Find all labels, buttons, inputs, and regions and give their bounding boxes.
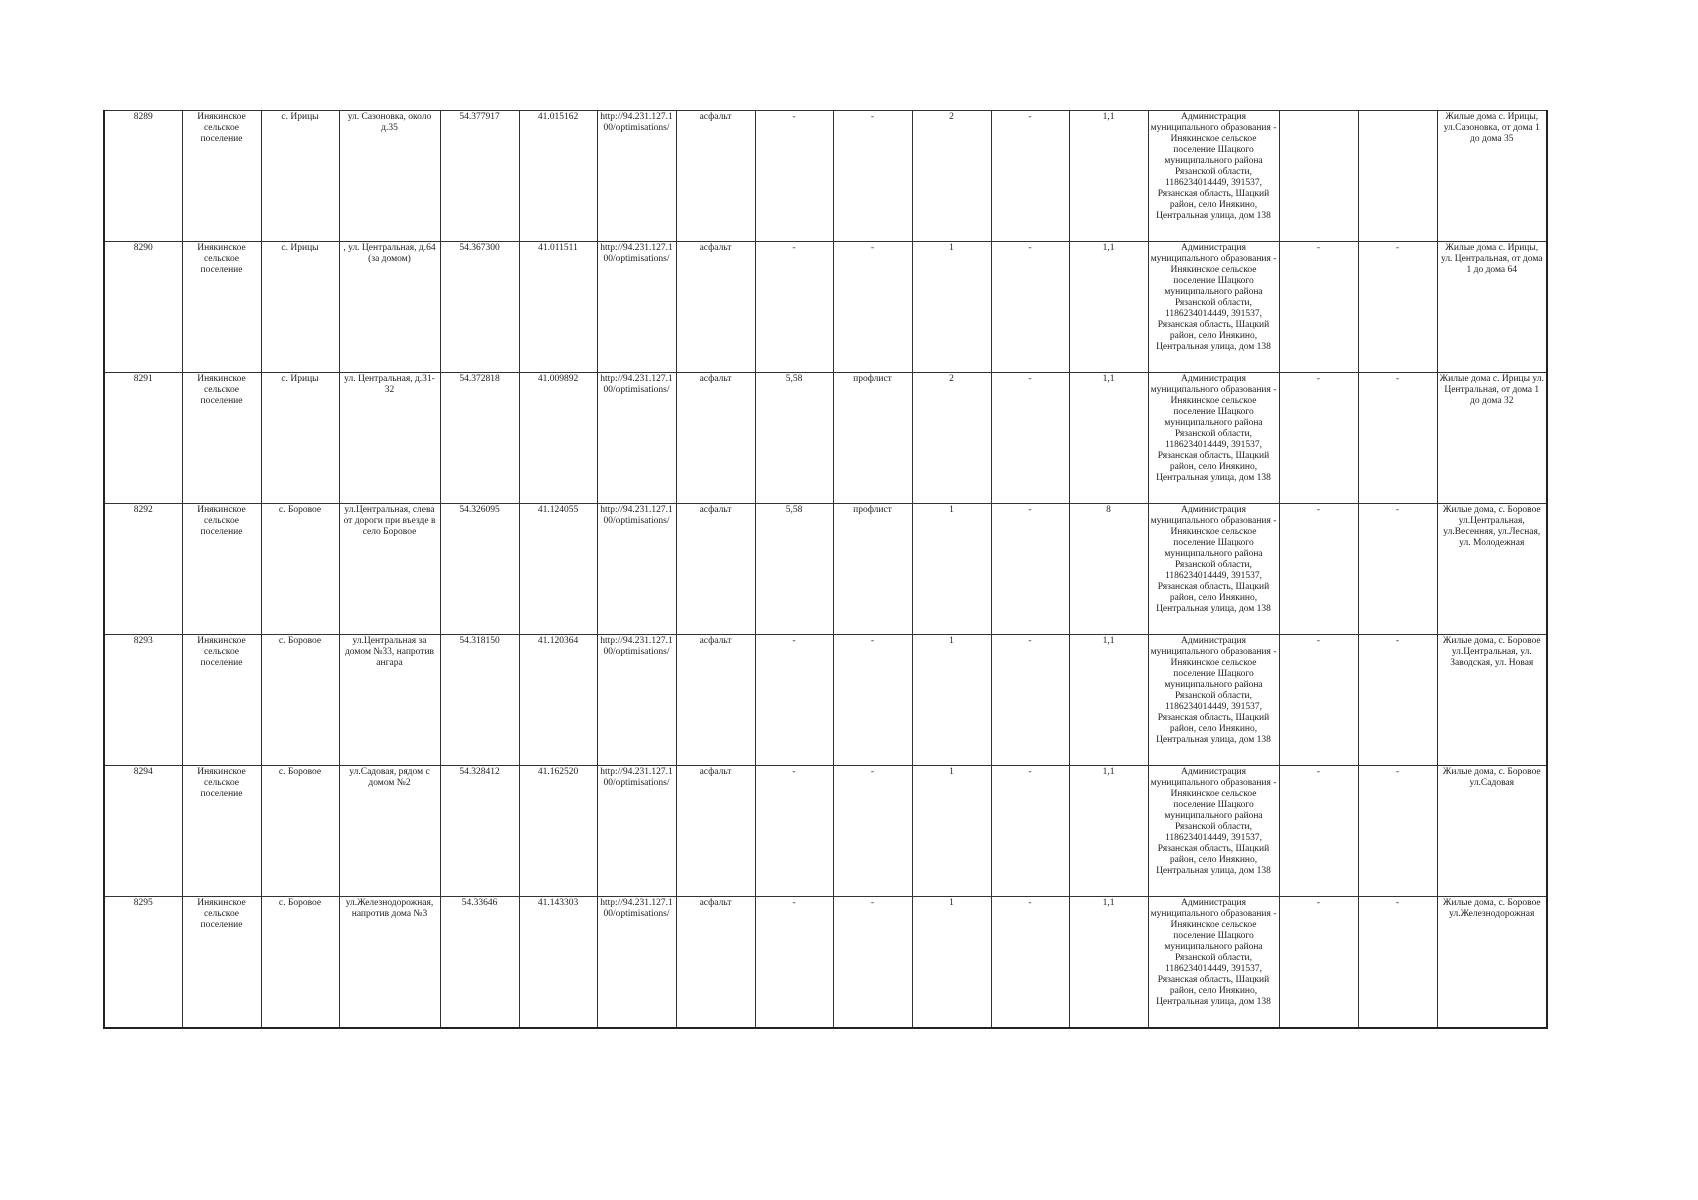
surface-type-cell: асфальт bbox=[676, 373, 755, 504]
extra-cell-2: - bbox=[1358, 766, 1437, 897]
planned-containers-cell: - bbox=[991, 635, 1069, 766]
area-cell: - bbox=[755, 635, 833, 766]
map-link-cell: http://94.231.127.100/optimisations/ bbox=[597, 242, 676, 373]
surface-type-cell: асфальт bbox=[676, 242, 755, 373]
row-number: 8291 bbox=[104, 373, 182, 504]
map-link-cell: http://94.231.127.100/optimisations/ bbox=[597, 373, 676, 504]
row-number: 8289 bbox=[104, 111, 182, 242]
waste-sources-cell: Жилые дома, с. Боровое ул.Центральная, ул.Весенняя, ул.Лесная, ул. Молодежная bbox=[1437, 504, 1547, 635]
table-row bbox=[104, 242, 1547, 373]
map-link-cell: http://94.231.127.100/optimisations/ bbox=[597, 766, 676, 897]
latitude-cell: 54.372818 bbox=[440, 373, 519, 504]
container-volume-cell: 1,1 bbox=[1069, 111, 1148, 242]
longitude-cell: 41.011511 bbox=[519, 242, 597, 373]
container-count-cell: 1 bbox=[912, 897, 991, 1029]
extra-cell-1: - bbox=[1279, 373, 1358, 504]
locality-cell: с. Ирицы bbox=[261, 373, 339, 504]
extra-cell-1 bbox=[1279, 111, 1358, 242]
locality-cell: с. Боровое bbox=[261, 504, 339, 635]
table-row bbox=[104, 635, 1547, 766]
registry-table bbox=[103, 110, 1548, 1029]
address-cell: ул.Садовая, рядом с домом №2 bbox=[339, 766, 440, 897]
extra-cell-2: - bbox=[1358, 373, 1437, 504]
extra-cell-1: - bbox=[1279, 635, 1358, 766]
area-cell: - bbox=[755, 766, 833, 897]
locality-cell: с. Боровое bbox=[261, 897, 339, 1029]
table-row bbox=[104, 504, 1547, 635]
extra-cell-1: - bbox=[1279, 504, 1358, 635]
map-link-cell: http://94.231.127.100/optimisations/ bbox=[597, 504, 676, 635]
owner-info-cell: Администрация муниципального образования - Инякинское сельское поселение Шацкого муниципального района Рязанской области, 1186234014449, 391537, Рязанская область, Шацкий район, село Инякино, Центральная улица, дом 138 bbox=[1148, 111, 1279, 242]
extra-cell-2: - bbox=[1358, 897, 1437, 1029]
table-row bbox=[104, 897, 1547, 1029]
planned-containers-cell: - bbox=[991, 504, 1069, 635]
settlement-cell: Инякинское сельское поселение bbox=[182, 111, 261, 242]
fence-material-cell: - bbox=[833, 111, 912, 242]
fence-material-cell: - bbox=[833, 897, 912, 1029]
container-volume-cell: 8 bbox=[1069, 504, 1148, 635]
owner-info-cell: Администрация муниципального образования - Инякинское сельское поселение Шацкого муниципального района Рязанской области, 1186234014449, 391537, Рязанская область, Шацкий район, село Инякино, Центральная улица, дом 138 bbox=[1148, 635, 1279, 766]
owner-info-cell: Администрация муниципального образования - Инякинское сельское поселение Шацкого муниципального района Рязанской области, 1186234014449, 391537, Рязанская область, Шацкий район, село Инякино, Центральная улица, дом 138 bbox=[1148, 373, 1279, 504]
row-number: 8295 bbox=[104, 897, 182, 1029]
fence-material-cell: - bbox=[833, 242, 912, 373]
container-count-cell: 2 bbox=[912, 111, 991, 242]
owner-info-cell: Администрация муниципального образования - Инякинское сельское поселение Шацкого муниципального района Рязанской области, 1186234014449, 391537, Рязанская область, Шацкий район, село Инякино, Центральная улица, дом 138 bbox=[1148, 504, 1279, 635]
locality-cell: с. Ирицы bbox=[261, 242, 339, 373]
extra-cell-2: - bbox=[1358, 504, 1437, 635]
waste-sources-cell: Жилые дома, с. Боровое ул.Садовая bbox=[1437, 766, 1547, 897]
waste-sources-cell: Жилые дома, с. Боровое ул.Железнодорожная bbox=[1437, 897, 1547, 1029]
waste-sources-cell: Жилые дома, с. Боровое ул.Центральная, ул. Заводская, ул. Новая bbox=[1437, 635, 1547, 766]
address-cell: ул.Центральная за домом №33, напротив ангара bbox=[339, 635, 440, 766]
row-number: 8294 bbox=[104, 766, 182, 897]
fence-material-cell: профлист bbox=[833, 504, 912, 635]
container-volume-cell: 1,1 bbox=[1069, 897, 1148, 1029]
area-cell: - bbox=[755, 242, 833, 373]
container-volume-cell: 1,1 bbox=[1069, 635, 1148, 766]
settlement-cell: Инякинское сельское поселение bbox=[182, 897, 261, 1029]
address-cell: ул.Центральная, слева от дороги при въезде в село Боровое bbox=[339, 504, 440, 635]
address-cell: ул. Центральная, д.31-32 bbox=[339, 373, 440, 504]
extra-cell-1: - bbox=[1279, 242, 1358, 373]
planned-containers-cell: - bbox=[991, 897, 1069, 1029]
container-count-cell: 1 bbox=[912, 635, 991, 766]
locality-cell: с. Ирицы bbox=[261, 111, 339, 242]
settlement-cell: Инякинское сельское поселение bbox=[182, 635, 261, 766]
address-cell: , ул. Центральная, д.64 (за домом) bbox=[339, 242, 440, 373]
container-volume-cell: 1,1 bbox=[1069, 242, 1148, 373]
planned-containers-cell: - bbox=[991, 111, 1069, 242]
map-link-cell: http://94.231.127.100/optimisations/ bbox=[597, 635, 676, 766]
planned-containers-cell: - bbox=[991, 242, 1069, 373]
owner-info-cell: Администрация муниципального образования - Инякинское сельское поселение Шацкого муниципального района Рязанской области, 1186234014449, 391537, Рязанская область, Шацкий район, село Инякино, Центральная улица, дом 138 bbox=[1148, 897, 1279, 1029]
surface-type-cell: асфальт bbox=[676, 635, 755, 766]
owner-info-cell: Администрация муниципального образования - Инякинское сельское поселение Шацкого муниципального района Рязанской области, 1186234014449, 391537, Рязанская область, Шацкий район, село Инякино, Центральная улица, дом 138 bbox=[1148, 766, 1279, 897]
surface-type-cell: асфальт bbox=[676, 111, 755, 242]
container-count-cell: 1 bbox=[912, 242, 991, 373]
address-cell: ул.Железнодорожная, напротив дома №3 bbox=[339, 897, 440, 1029]
latitude-cell: 54.328412 bbox=[440, 766, 519, 897]
latitude-cell: 54.33646 bbox=[440, 897, 519, 1029]
planned-containers-cell: - bbox=[991, 373, 1069, 504]
latitude-cell: 54.326095 bbox=[440, 504, 519, 635]
area-cell: - bbox=[755, 111, 833, 242]
extra-cell-2: - bbox=[1358, 242, 1437, 373]
table-row bbox=[104, 373, 1547, 504]
owner-info-cell: Администрация муниципального образования - Инякинское сельское поселение Шацкого муниципального района Рязанской области, 1186234014449, 391537, Рязанская область, Шацкий район, село Инякино, Центральная улица, дом 138 bbox=[1148, 242, 1279, 373]
table-row bbox=[104, 111, 1547, 242]
latitude-cell: 54.367300 bbox=[440, 242, 519, 373]
surface-type-cell: асфальт bbox=[676, 897, 755, 1029]
longitude-cell: 41.015162 bbox=[519, 111, 597, 242]
settlement-cell: Инякинское сельское поселение bbox=[182, 242, 261, 373]
extra-cell-2 bbox=[1358, 111, 1437, 242]
fence-material-cell: профлист bbox=[833, 373, 912, 504]
row-number: 8293 bbox=[104, 635, 182, 766]
area-cell: - bbox=[755, 897, 833, 1029]
extra-cell-2: - bbox=[1358, 635, 1437, 766]
table-row bbox=[104, 766, 1547, 897]
longitude-cell: 41.124055 bbox=[519, 504, 597, 635]
longitude-cell: 41.009892 bbox=[519, 373, 597, 504]
settlement-cell: Инякинское сельское поселение bbox=[182, 373, 261, 504]
extra-cell-1: - bbox=[1279, 897, 1358, 1029]
map-link-cell: http://94.231.127.100/optimisations/ bbox=[597, 111, 676, 242]
waste-sources-cell: Жилые дома с. Ирицы ул. Центральная, от дома 1 до дома 32 bbox=[1437, 373, 1547, 504]
container-count-cell: 1 bbox=[912, 504, 991, 635]
container-volume-cell: 1,1 bbox=[1069, 766, 1148, 897]
planned-containers-cell: - bbox=[991, 766, 1069, 897]
container-volume-cell: 1,1 bbox=[1069, 373, 1148, 504]
settlement-cell: Инякинское сельское поселение bbox=[182, 766, 261, 897]
container-count-cell: 2 bbox=[912, 373, 991, 504]
waste-sources-cell: Жилые дома с. Ирицы, ул.Сазоновка, от дома 1 до дома 35 bbox=[1437, 111, 1547, 242]
container-count-cell: 1 bbox=[912, 766, 991, 897]
map-link-cell: http://94.231.127.100/optimisations/ bbox=[597, 897, 676, 1029]
locality-cell: с. Боровое bbox=[261, 766, 339, 897]
area-cell: 5,58 bbox=[755, 504, 833, 635]
fence-material-cell: - bbox=[833, 766, 912, 897]
longitude-cell: 41.143303 bbox=[519, 897, 597, 1029]
row-number: 8292 bbox=[104, 504, 182, 635]
longitude-cell: 41.162520 bbox=[519, 766, 597, 897]
longitude-cell: 41.120364 bbox=[519, 635, 597, 766]
surface-type-cell: асфальт bbox=[676, 504, 755, 635]
row-number: 8290 bbox=[104, 242, 182, 373]
settlement-cell: Инякинское сельское поселение bbox=[182, 504, 261, 635]
surface-type-cell: асфальт bbox=[676, 766, 755, 897]
extra-cell-1: - bbox=[1279, 766, 1358, 897]
address-cell: ул. Сазоновка, около д.35 bbox=[339, 111, 440, 242]
locality-cell: с. Боровое bbox=[261, 635, 339, 766]
waste-sources-cell: Жилые дома с. Ирицы, ул. Центральная, от дома 1 до дома 64 bbox=[1437, 242, 1547, 373]
area-cell: 5,58 bbox=[755, 373, 833, 504]
fence-material-cell: - bbox=[833, 635, 912, 766]
latitude-cell: 54.318150 bbox=[440, 635, 519, 766]
latitude-cell: 54.377917 bbox=[440, 111, 519, 242]
